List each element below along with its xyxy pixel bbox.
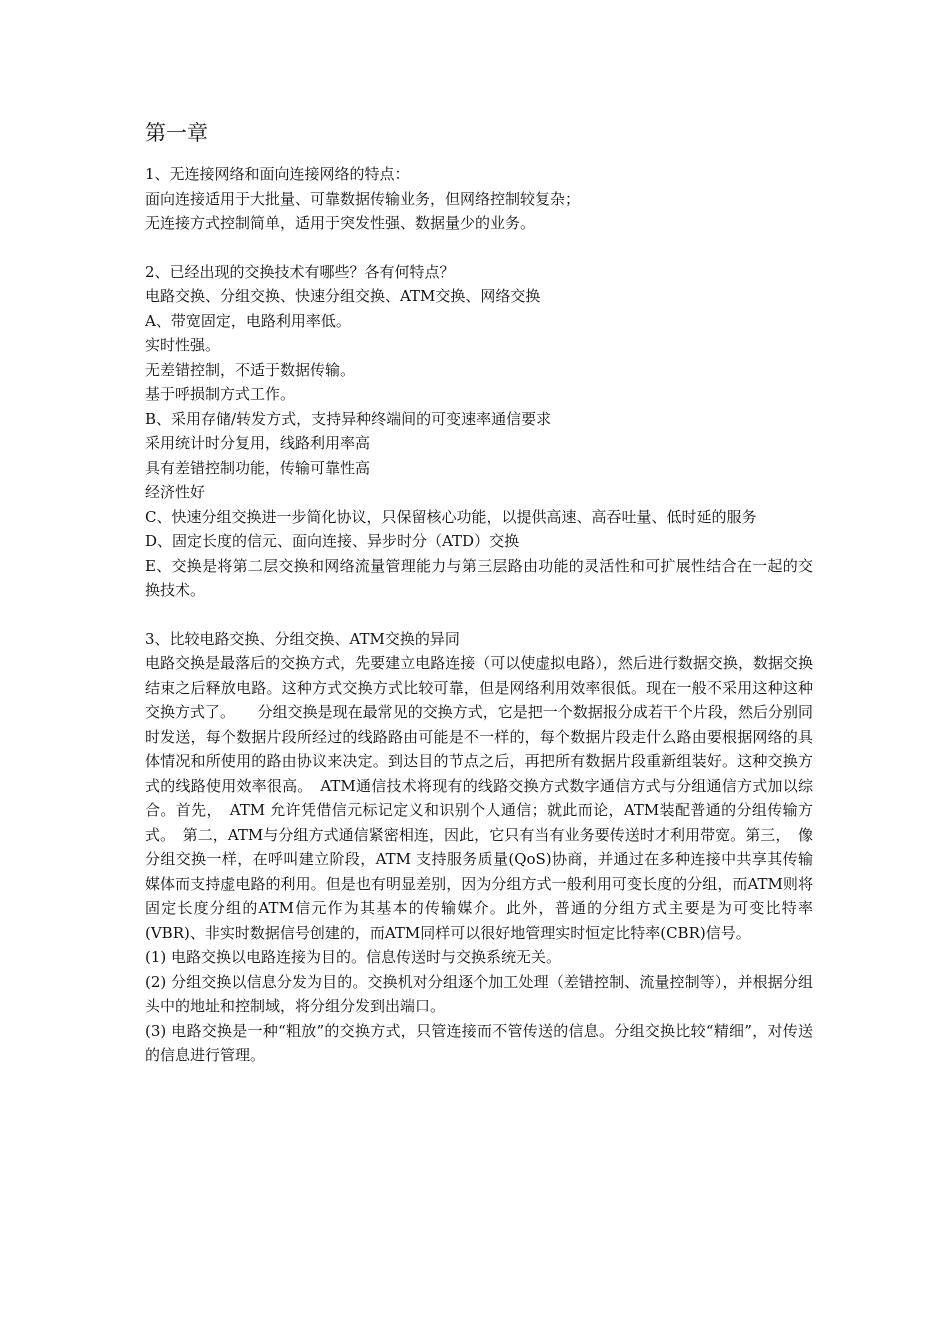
answer-line: 采用统计时分复用，线路利用率高 xyxy=(145,434,371,452)
answer-line: A、带宽固定，电路利用率低。 xyxy=(145,311,351,330)
section-q2 xyxy=(145,260,813,603)
answer-paragraph-e: E、交换是将第二层交换和网络流量管理能力与第三层路由功能的灵活性和可扩展性结合在一起的交换技术。 xyxy=(145,556,813,599)
answer-line: 基于呼损制方式工作。 xyxy=(145,385,296,403)
answer-item-1: (1) 电路交换以电路连接为目的。信息传送时与交换系统无关。 xyxy=(145,948,562,966)
answer-paragraph-c: C、快速分组交换进一步简化协议，只保留核心功能，以提供高速、高吞吐量、低时延的服务 xyxy=(145,507,757,526)
answer-line-d: D、固定长度的信元、面向连接、异步时分（ATD）交换 xyxy=(145,532,520,550)
answer-body: 电路交换是最落后的交换方式，先要建立电路连接（可以使虚拟电路），然后进行数据交换，数据交换结束之后释放电路。这种方式交换方式比较可靠，但是网络利用效率很低。现在一般不采用这种这种交换方式了。 分组交换是现在最常见的交换方式，它是把一个数据报分成若干个片段，然后分别同时发送，每个数据片段所经过的线路路由可能是不一样的，每个数据片段走什么路由要根据网络的具体情况和所使用的路由协议来决定。到达目的节点之后，再把所有数据片段重新组装好。这种交换方式的线路使用效率很高。 ATM通信技术将现有的线路交换方式数字通信方式与分组通信方式加以综合。首先， ATM 允许凭借信元标记定义和识别个人通信；就此而论，ATM装配普通的分组传输方式。 第二，ATM与分组方式通信紧密相连，因此，它只有当有业务要传送时才利用带宽。第三， 像分组交换一样，在呼叫建立阶段，ATM 支持服务质量(QoS)协商，并通过在多种连接中共享其传输媒体而支持虚电路的利用。但是也有明显差别，因为分组方式一般利用可变长度的分组，而ATM则将固定长度分组的ATM信元作为其基本的传输媒介。此外，普通的分组方式主要是为可变比特率(VBR)、非实时数据信号创建的，而ATM同样可以很好地管理实时恒定比特率(CBR)信号。 xyxy=(145,654,813,942)
answer-item-2: (2) 分组交换以信息分发为目的。交换机对分组逐个加工处理（差错控制、流量控制等），并根据分组头中的地址和控制域，将分组分发到出端口。 xyxy=(145,972,813,1015)
question-1: 1、无连接网络和面向连接网络的特点： xyxy=(145,165,410,183)
answer-line: 无连接方式控制简单，适用于突发性强、数据量少的业务。 xyxy=(145,214,536,232)
answer-line: 具有差错控制功能，传输可靠性高 xyxy=(145,458,371,477)
section-q3 xyxy=(145,627,813,1068)
answer-line: 面向连接适用于大批量、可靠数据传输业务，但网络控制较复杂； xyxy=(145,189,581,208)
question-3: 3、比较电路交换、分组交换、ATM交换的异同 xyxy=(145,629,460,648)
question-2: 2、已经出现的交换技术有哪些？各有何特点？ xyxy=(145,262,455,281)
answer-line: 无差错控制，不适于数据传输。 xyxy=(145,360,356,379)
section-q1 xyxy=(145,162,813,236)
answer-line: 实时性强。 xyxy=(145,336,221,354)
answer-line: 经济性好 xyxy=(145,483,206,501)
answer-line: 电路交换、分组交换、快速分组交换、ATM交换、网络交换 xyxy=(145,287,541,305)
chapter-title: 第一章 xyxy=(145,121,208,145)
document-content xyxy=(145,118,813,1092)
answer-item-3: (3) 电路交换是一种“粗放”的交换方式，只管连接而不管传送的信息。分组交换比较“精细”，对传送的信息进行管理。 xyxy=(145,1021,813,1064)
answer-line: B、采用存储/转发方式，支持异种终端间的可变速率通信要求 xyxy=(145,409,552,428)
